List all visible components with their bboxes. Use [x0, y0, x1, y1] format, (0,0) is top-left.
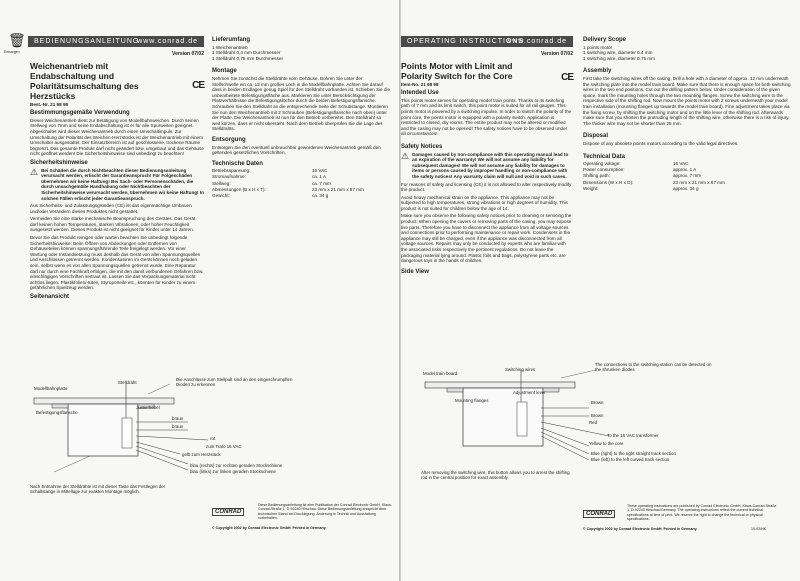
- tech-value: 16 VAC: [312, 168, 328, 174]
- diagram-caption: After removing the switching wire, this button allows you to arrest the shifting rod in the central position for exact assembly.: [421, 470, 570, 480]
- version: Version 07/02: [541, 51, 573, 57]
- safety-heading: Safety Notices: [401, 143, 443, 150]
- page-title: Weichenantrieb mit Endabschaltung und Polaritätsumschaltung des Herzstücks: [30, 60, 139, 101]
- diagram-caption: Nach Entnahme der Stelldrähte ist mit dieser Taste das Festlegen der Schaltstange in Mittellage zur exakten Montage möglich.: [30, 484, 166, 494]
- side-view-diagram: [30, 380, 330, 480]
- disposal-text: Dispose of any obsolete points motors according to the valid legal directives.: [583, 140, 739, 146]
- delivery-item: 1 Weichenantrieb: [212, 44, 248, 50]
- english-page: [400, 0, 800, 581]
- safety-warning-text: Damages caused by non-compliance with this operating manual lead to an expiration of the warranty! We will not assume any liability for subsequent damages! We will not assume any liability for damages to items or persons caused by improper handling or non-compliance with the safety notices! Any warranty claim will null and void in such cases.: [412, 151, 569, 179]
- assembly-heading: Assembly: [583, 68, 612, 75]
- safety-heading: Sicherheitshinweise: [30, 159, 88, 166]
- tech-key: Weight:: [583, 185, 599, 191]
- mount-text: Nehmen Sie zunächst die Stelldrähte vom Gehäuse. Bohren Sie unter der Stellschwelle ein ca. 12 mm großes Loch in die Modellbahnplatte. Achten Sie darauf dass in beiden Endlagen genug Spiel für den Stelldraht vorhanden ist. Schieben Sie die unbearbeitete Befestigungsfläche aus. Markieren Sie unter Berücksichtigung der Platzverhältnisse die Befestigungslöcher durch die beiden Befestigungsflansche. Schrauben Sie den Stelldraht an die entsprechende Seite der Schubstange. Montieren Sie nun den Weichenantrieb mit 2 Schrauben (Befestigungsflansche nach oben) unter der Platte. Die Weichenantrieb ist nun für den Betrieb vorbereitet. Den Stelldraht so weit kürzen, dass er nicht übersteht. Nach dem Betrieb überprüfen Sie die Lage des Stelldrahts.: [212, 75, 391, 132]
- tech-row: [583, 186, 725, 192]
- tech-key: Stellweg:: [212, 180, 231, 186]
- tech-value: ca. 1 A: [312, 174, 327, 180]
- delivery-item: 1 points motor: [583, 44, 613, 50]
- tech-heading: Technische Daten: [212, 160, 263, 167]
- footer-text: Diese Bedienungsanleitung ist eine Publikation der Conrad Electronic GmbH, Klaus-Conrad-Straße 1, D-92240 Hirschau. Diese Bedienungsanleitung entspricht dem technischen Stand bei Drucklegung. Änderung in Technik und Ausstattung vorbehalten.: [258, 503, 393, 521]
- safety-text-3: Bevor Sie das Produkt reinigen oder warten beachten Sie unbedingt folgende Sicherheitshinweise: Beim Öffnen von Abdeckungen oder Entfernen von Gehäuseteilen können spannungsführende Teile freigelegt werden. Vor einer Wartung oder Instandsetzung muss deshalb das Gerät von allen Spannungsquellen und Anschlüssen getrennt werden. Kondensatoren im Gerät können noch geladen sein, selbst wenn es von allen Spannungsquellen getrennt wurde. Eine Reparatur darf nur durch eine Fachkraft erfolgen, die mit den damit verbundenen Gefahren bzw. einschlägigen Vorschriften vertraut ist. Lassen Sie das Verpackungsmaterial nicht achtlos liegen. Plastikfolien/-tüten, Styroporteile etc., könnten für Kinder zu einem gefährlichen Spielzeug werden.: [30, 235, 204, 291]
- header-site: www.conrad.de: [506, 38, 567, 45]
- label-diodes: The connections to the switching station can be detected on the shrunken diodes: [595, 362, 712, 372]
- disposal-heading: Entsorgung: [212, 136, 246, 143]
- header-bar: [401, 36, 573, 47]
- safety-text-1: Aus Sicherheits- und Zulassungsgründen (CE) ist das eigenmächtige Umbauen und/oder Verändern dieses Produktes nicht gestattet.: [30, 203, 192, 214]
- bin-caption: Entsorgen: [4, 50, 20, 54]
- safety-warning: [401, 152, 573, 182]
- tech-key: Betriebsspannung:: [212, 168, 251, 174]
- wheelie-bin-icon: 🗑: [8, 32, 26, 48]
- label-lever: Justierhebel: [136, 405, 160, 410]
- safety-text-1: For reasons of safety and licensing (CE) it is not allowed to alter respectively modify the product.: [401, 181, 572, 193]
- label-lever: Adjustment lever: [513, 390, 546, 395]
- label-flange: Befestigungsflansche: [36, 410, 78, 415]
- label-yellow: Yellow to the core: [589, 441, 624, 446]
- ce-mark: CE: [561, 71, 573, 83]
- label-flange: Mounting flanges: [455, 398, 489, 403]
- tech-key: Power consumption:: [583, 167, 625, 173]
- tech-key: Operating voltage:: [583, 161, 621, 167]
- intended-text: This points motor serves for operating model train points. Thanks to its switching path of 7 mm and its limit switch, this point motor is suited for all rail gauges. This points motor is powered by a switching impulse. In order to switch the polarity of the point core, the points motor is equipped with a polarity switch. Application is restricted to closed, dry rooms. The entire product may not be altered or modified and the casing may not be opened! The safety notices have to be observed under all circumstances!: [401, 97, 572, 137]
- label-wires: Switching wires: [505, 367, 536, 372]
- label-blue-left: Blue (left) to the left curved track section: [591, 457, 670, 462]
- tech-value: 23 mm x 21 mm x 67 mm: [673, 179, 725, 185]
- tech-key: Abmessungen (B x H x T):: [212, 186, 266, 192]
- label-diodes: Die Anschlüsse zum Stellpult sind an den eingeschrumpften Dioden zu erkennen: [176, 377, 293, 387]
- label-trafo: To the 16 VAC transformer: [607, 433, 659, 438]
- left-column-2: [212, 38, 390, 199]
- tech-value: ca. 7 mm: [312, 180, 331, 186]
- safety-text-2: Vermeiden Sie eine starke mechanische Beanspruchung des Gerätes. Das Gerät darf keinen hohen Temperaturen, starken Vibrationen, oder hoher Feuchtigkeit ausgesetzt werden. Dieses Produkt ist nicht geeignet für Kinder unter 14 Jahren.: [30, 216, 196, 233]
- tech-key: Gewicht:: [212, 193, 230, 199]
- assembly-text: First take the switching wires off the casing. Drill a hole with a diameter of approx. 12 mm underneath the switching plate into the model train board. Make sure that there is enough space for both switching wires in the two end positions. Cut out the drilling pattern below. Under consideration of the given space, mark the mounting holes through the two mounting flanges. Screw the switching wire to the respective side of the shifting rod. Now mount the points motor with 2 screws underneath your model train installation (mounting flanges up towards the model train board). Fine adjustment takes place via the fixing screw, by shifting the switching motor and on the little lever of the shifting rod. Afterwards make sure that you shorten the protruding length of the shifting wire, otherwise there is a risk of injury. The thicker wire may not be shorter than 25 mm.: [583, 75, 791, 126]
- intended-heading: Bestimmungsgemäße Verwendung: [30, 110, 130, 117]
- header-site: www.conrad.de: [137, 38, 198, 45]
- delivery-heading: Lieferumfang: [212, 37, 251, 43]
- conrad-logo: CONRAD: [583, 510, 615, 518]
- conrad-logo: CONRAD: [212, 508, 244, 516]
- label-brown-2: Brown: [591, 413, 604, 418]
- label-blau-rechts: blau (rechts) zur rechten geraden Stockschiene: [190, 463, 283, 468]
- side-view-diagram: [421, 368, 721, 478]
- delivery-item: 1 switching wire, diameter 0.4 mm: [583, 50, 653, 56]
- tech-key: Dimensions (W x H x D):: [583, 179, 634, 185]
- ce-mark: CE: [192, 79, 204, 91]
- label-blau-links: blau (links) zur linken geraden Stockschiene: [190, 469, 276, 474]
- tech-value: 23 mm x 21 mm x 67 mm: [312, 186, 364, 192]
- version: Version 07/02: [172, 51, 204, 57]
- safety-text-3: Make sure you observe the following safety notices prior to cleaning or servicing the product: When opening the covers or removing parts of the casing, you may expose live parts. Therefore you have to disconnect the appliance from all voltage sources and connections prior to performing maintenance or repair work. Condensers in the appliance may still be charged, even if the appliance was disconnected from all voltage sources. Repairs may only be conducted by experts who are familiar with the associated risks respectively the pertinent regulations. Do not leave the packaging material lying around. Plastic foils and bags, polystyrene parts etc. are dangerous toys in the hands of children.: [401, 213, 572, 264]
- delivery-heading: Delivery Scope: [583, 37, 627, 43]
- delivery-item: 1 Stelldraht 0,75 mm Durchmesser: [212, 55, 283, 61]
- side-view-heading: Side View: [401, 268, 429, 275]
- side-view-heading: Seitenansicht: [30, 294, 70, 300]
- item-number: Best.-Nr. 21 98 98: [30, 101, 69, 107]
- header-title: OPERATING INSTRUCTIONS: [407, 38, 525, 45]
- label-plate: Modellbahnplatte: [34, 386, 68, 391]
- delivery-item: 1 switching wire, diameter 0.75 mm: [583, 55, 655, 61]
- header-title: BEDIENUNGSANLEITUNG: [34, 38, 140, 45]
- page-title: Points Motor with Limit and Polarity Switch for the Core: [401, 60, 513, 81]
- item-number: Item-No. 21 98 98: [401, 81, 439, 87]
- mount-heading: Montage: [212, 68, 237, 75]
- copyright: © Copyright 2002 by Conrad Electronic GmbH. Printed in Germany.: [583, 527, 698, 531]
- label-braun-1: braun: [172, 416, 184, 421]
- tech-key: Shifting path:: [583, 173, 610, 179]
- print-code: 10-02/HK: [751, 527, 767, 531]
- left-column: [30, 52, 204, 302]
- label-wire: Stelldraht: [118, 380, 137, 385]
- label-trafo: zum Trafo 16 VAC: [206, 444, 242, 449]
- tech-value: approx. 1 A: [673, 167, 697, 173]
- label-board: Model train board: [423, 371, 458, 376]
- safety-warning: [30, 168, 204, 204]
- tech-value: ca. 34 g: [312, 193, 329, 199]
- safety-text-2: Avoid heavy mechanical strain on the appliance. This appliance may not be subjected to high temperatures, strong vibrations or high degrees of humidity. This product is not suited for children below the age of 14.: [401, 194, 568, 211]
- header-bar: [28, 36, 204, 47]
- safety-warning-text: Bei Schäden die durch Nichtbeachten dieser Bedienungsanleitung verursacht werden, erlischt der Garantieanspruch! Für Folgeschäden übernehmen wir keine Haftung! Bei Sach- oder Personenschäden, die durch unsachgemäße Handhabung oder Nichtbeachten der Sicherheitshinweise verursacht werden, übernehmen wir keine Haftung! In solchen Fällen erlischt jeder Garantieanspruch.: [41, 167, 204, 201]
- warning-triangle-icon: ⚠: [30, 166, 39, 177]
- tech-key: Stromaufnahme:: [212, 174, 246, 180]
- delivery-item: 1 Stelldraht 0,4 mm Durchmesser: [212, 50, 281, 56]
- tech-value: approx. 34 g: [673, 185, 699, 191]
- tech-row: [212, 193, 364, 199]
- right-column-2: [583, 38, 793, 192]
- warning-triangle-icon: ⚠: [401, 150, 410, 161]
- label-gelb: gelb zum Herzstück: [182, 452, 221, 457]
- label-brown-1: Brown: [591, 400, 604, 405]
- label-braun-2: braun: [172, 424, 184, 429]
- tech-value: approx. 7 mm: [673, 173, 702, 179]
- intended-text: Dieser Weichenantrieb dient zur Betätigung von Modellbahnweichen. Durch seinen Stellweg von 7mm und seine Endabschaltung ist er für alle Spurweiten geeignet. Abgeschaltet wird dieser Weichenantrieb durch einen Umschaltimpuls. Zur Umschaltung der Polarität des Weichen-Herzstücks ist der Weichenantrieb mit einem Umschalter ausgestattet. Der Einsatzbereich ist auf geschlossene, trockene Räume begrenzt. Das gesamte Produkt darf nicht geändert bzw. umgebaut und das Gehäuse nicht geöffnet werden! Die Sicherheitshinweise sind unbedingt zu beachten!: [30, 117, 204, 157]
- tech-table: [212, 168, 364, 199]
- disposal-heading: Disposal: [583, 133, 609, 140]
- copyright: © Copyright 2002 by Conrad Electronic GmbH. Printed in Germany.: [212, 526, 327, 530]
- label-red: Red: [589, 420, 598, 425]
- intended-heading: Intended Use: [401, 90, 439, 97]
- tech-heading: Technical Data: [583, 153, 625, 160]
- label-rot: rot: [210, 436, 216, 441]
- tech-value: 16 VAC: [673, 161, 689, 167]
- disposal-text: Entsorgen Sie den eventuell unbrauchbar gewordenen Weichenantrieb gemäß den geltenden gesetzlichen Vorschriften.: [212, 144, 381, 156]
- footer-text: These operating instructions are published by Conrad Electronic GmbH, Klaus-Conrad-Straße 1, D-92240 Hirschau/Germany. The operating instructions reflect the current technical specifications at time of print. We reserve the right to change the technical or physical specifications.: [627, 504, 777, 522]
- label-blue-right: Blue (right) to the right straight track section: [591, 451, 676, 456]
- right-column: [401, 52, 573, 276]
- tech-table: [583, 161, 725, 192]
